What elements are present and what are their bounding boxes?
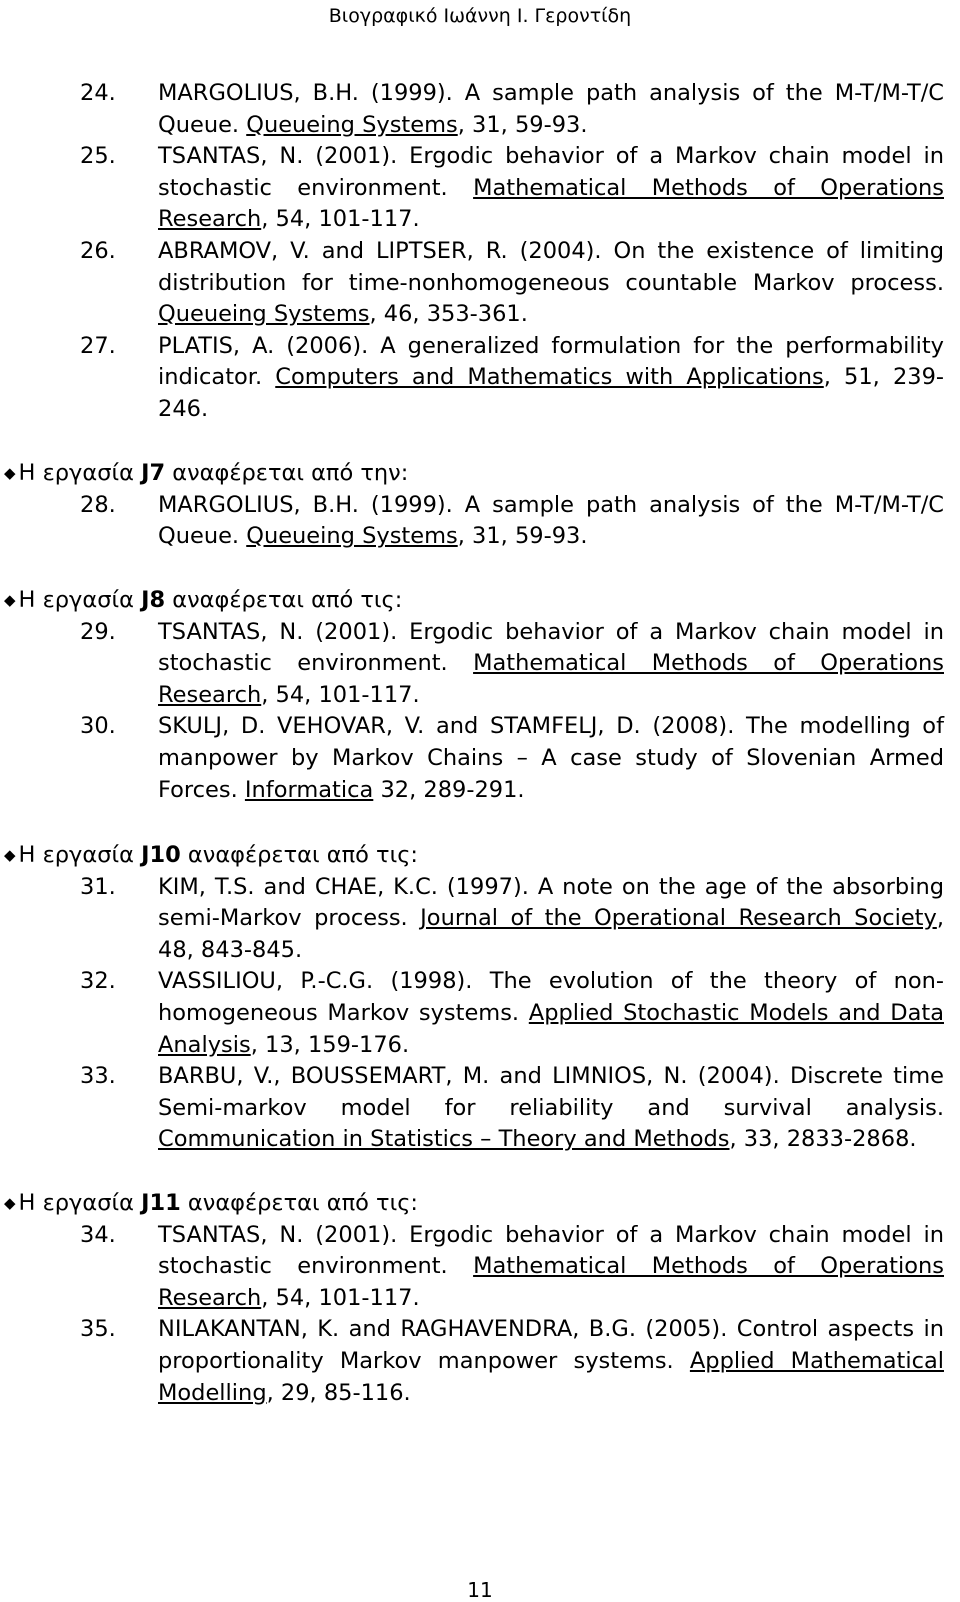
journal-title: Mathematical Methods of Operations Research [158, 1253, 944, 1311]
section-heading: ◆ Η εργασία J7 αναφέρεται από την: [4, 460, 409, 486]
citation-section-j10 [0, 840, 960, 1156]
entry-text [158, 141, 944, 236]
diamond-bullet-icon: ◆ [4, 591, 16, 609]
entry-number: 25. [80, 143, 116, 170]
citation-section-j7 [0, 458, 960, 553]
page-header: Βιογραφικό Ιωάννη Ι. Γεροντίδη [328, 5, 632, 27]
reference-entry [0, 490, 960, 553]
paper-code: J8 [141, 587, 166, 613]
entry-number: 28. [80, 491, 116, 518]
journal-title: Mathematical Methods of Operations Research [158, 650, 944, 708]
journal-title: Applied Mathematical Modelling [158, 1347, 944, 1406]
reference-entry [0, 1061, 960, 1156]
entry-number: 33. [80, 1063, 116, 1090]
entry-details: 32, 289-291. [373, 776, 525, 803]
entry-details: , 46, 353-361. [369, 301, 528, 328]
journal-title: Communication in Statistics – Theory and Methods [158, 1126, 730, 1153]
journal-title: Queueing Systems [158, 301, 370, 328]
entry-citation: TSANTAS, N. (2001). Ergodic behavior of a Markov chain model in stochastic environment. [158, 143, 944, 201]
reference-entry [0, 78, 960, 141]
entry-number: 35. [80, 1316, 116, 1343]
entry-citation: KIM, T.S. and CHAE, K.C. (1997). A note on the age of the absorbing semi-Markov process. [158, 873, 944, 932]
entry-citation: VASSILIOU, P.-C.G. (1998). The evolution of the theory of non-homogeneous Markov systems. [158, 968, 944, 1026]
entry-number: 24. [80, 80, 116, 106]
citation-section-j8 [0, 585, 960, 806]
diamond-bullet-icon: ◆ [4, 846, 16, 864]
reference-entry [0, 711, 960, 806]
entry-citation: TSANTAS, N. (2001). Ergodic behavior of a Markov chain model in stochastic environment. [158, 1221, 944, 1280]
diamond-bullet-icon: ◆ [4, 464, 16, 482]
journal-title: Informatica [244, 776, 374, 803]
entry-text [158, 711, 944, 806]
entry-citation: PLATIS, A. (2006). A generalized formulation for the performability indicator. [158, 332, 944, 391]
entry-text [158, 490, 944, 553]
reference-entry [0, 1314, 960, 1409]
section-heading: ◆ Η εργασία J10 αναφέρεται από τις: [4, 842, 418, 868]
reference-entry [0, 617, 960, 712]
entry-details: , 48, 843-845. [158, 905, 944, 963]
entry-number: 29. [80, 618, 116, 645]
entry-text [158, 236, 944, 331]
reference-entry [0, 236, 960, 331]
entry-details: , 54, 101-117. [261, 1284, 420, 1311]
paper-code: J11 [141, 1190, 181, 1216]
paper-code: J7 [141, 460, 166, 486]
reference-entry [0, 872, 960, 967]
entry-details: , 13, 159-176. [250, 1031, 410, 1058]
entry-number: 27. [80, 332, 116, 359]
entry-citation: SKULJ, D. VEHOVAR, V. and STAMFELJ, D. (2008). The modelling of manpower by Markov Chains – A case study of Slovenian Armed Forces. [158, 713, 944, 803]
entry-text [158, 1314, 944, 1409]
entry-citation: BARBU, V., BOUSSEMART, M. and LIMNIOS, N. (2004). Discrete time Semi-markov model for reliability and survival analysis. [158, 1063, 944, 1121]
entry-number: 32. [80, 968, 116, 995]
entry-number: 34. [80, 1221, 116, 1248]
entry-text [158, 1061, 944, 1156]
reference-section [0, 78, 960, 426]
entry-text [158, 872, 944, 967]
entry-citation: MARGOLIUS, B.H. (1999). A sample path analysis of the M-T/M-T/C Queue. [158, 80, 944, 138]
reference-entry [0, 966, 960, 1061]
entry-text [158, 1220, 944, 1315]
journal-title: Mathematical Methods of Operations Research [158, 174, 944, 233]
reference-entry [0, 1220, 960, 1315]
entry-details: , 31, 59-93. [457, 523, 588, 550]
entry-details: , 54, 101-117. [261, 206, 420, 233]
journal-title: Queueing Systems [246, 111, 458, 138]
entry-number: 26. [80, 237, 116, 264]
citation-section-j11 [0, 1188, 960, 1409]
entry-number: 31. [80, 873, 116, 900]
entry-text [158, 617, 944, 712]
diamond-bullet-icon: ◆ [4, 1194, 16, 1212]
journal-title: Journal of the Operational Research Society [420, 905, 937, 932]
entry-details: , 29, 85-116. [266, 1379, 411, 1406]
entry-text [158, 331, 944, 426]
reference-entry [0, 141, 960, 236]
entry-text [158, 78, 944, 141]
journal-title: Queueing Systems [246, 523, 458, 550]
entry-citation: TSANTAS, N. (2001). Ergodic behavior of a Markov chain model in stochastic environment. [158, 618, 944, 677]
entry-citation: NILAKANTAN, K. and RAGHAVENDRA, B.G. (2005). Control aspects in proportionality Markov manpower systems. [158, 1316, 944, 1374]
entry-text [158, 966, 944, 1061]
reference-entry [0, 331, 960, 426]
section-heading: ◆ Η εργασία J8 αναφέρεται από τις: [4, 587, 403, 613]
page-number: 11 [467, 1578, 493, 1602]
entry-details: , 51, 239-246. [158, 364, 945, 422]
entry-citation: MARGOLIUS, B.H. (1999). A sample path analysis of the M-T/M-T/C Queue. [158, 491, 944, 550]
journal-title: Applied Stochastic Models and Data Analysis [158, 999, 944, 1058]
journal-title: Computers and Mathematics with Applications [275, 364, 824, 391]
paper-code: J10 [141, 842, 181, 868]
entry-details: , 54, 101-117. [261, 681, 420, 708]
entry-details: , 31, 59-93. [457, 111, 588, 138]
section-heading: ◆ Η εργασία J11 αναφέρεται από τις: [4, 1190, 418, 1216]
entry-number: 30. [80, 713, 116, 740]
entry-details: , 33, 2833-2868. [729, 1126, 917, 1153]
entry-citation: ABRAMOV, V. and LIPTSER, R. (2004). On the existence of limiting distribution for time-nonhomogeneous countable Markov process. [158, 237, 944, 296]
